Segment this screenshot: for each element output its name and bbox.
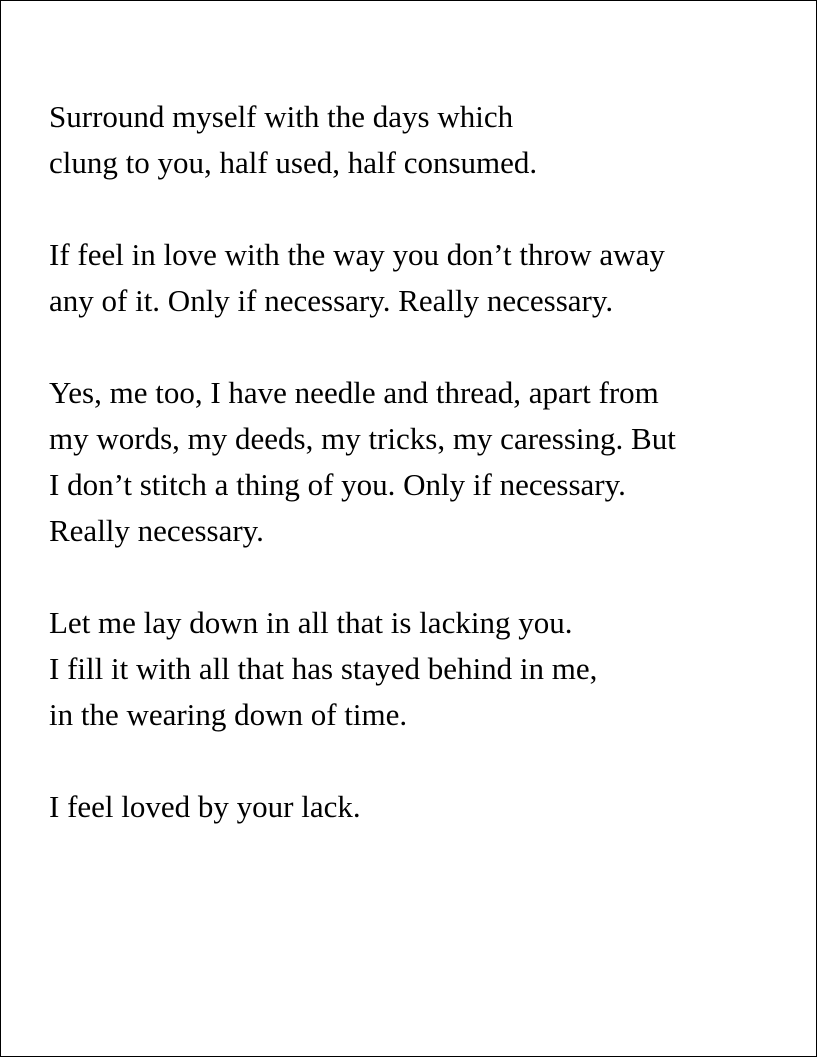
poem-line: Let me lay down in all that is lacking you. — [49, 605, 573, 640]
poem-body — [49, 94, 809, 876]
poem-line: I don’t stitch a thing of you. Only if necessary. — [49, 467, 626, 502]
poem-line: clung to you, half used, half consumed. — [49, 145, 538, 180]
poem-line: Surround myself with the days which — [49, 99, 514, 134]
poem-line: If feel in love with the way you don’t throw away — [49, 237, 665, 272]
stanza-5 — [49, 784, 809, 830]
stanza-3 — [49, 370, 809, 554]
stanza-4 — [49, 600, 809, 738]
poem-line: my words, my deeds, my tricks, my caressing. But — [49, 421, 676, 456]
poem-line: any of it. Only if necessary. Really necessary. — [49, 283, 614, 318]
poem-line: Really necessary. — [49, 513, 264, 548]
poem-line: I feel loved by your lack. — [49, 789, 361, 824]
stanza-2 — [49, 232, 809, 324]
poem-line: in the wearing down of time. — [49, 697, 408, 732]
stanza-1 — [49, 94, 809, 186]
poem-line: Yes, me too, I have needle and thread, apart from — [49, 375, 659, 410]
poem-line: I fill it with all that has stayed behind in me, — [49, 651, 598, 686]
